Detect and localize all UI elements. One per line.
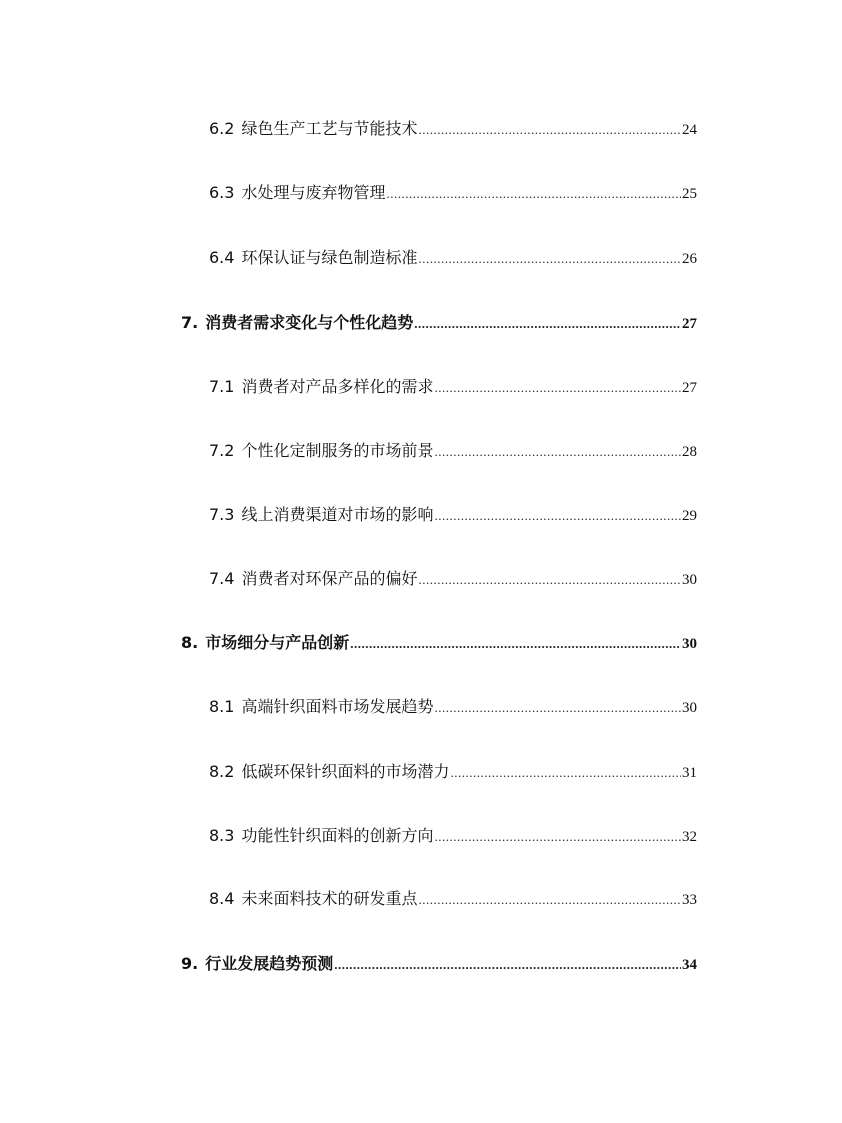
toc-entry-page: 24 (682, 122, 697, 138)
toc-entry-7[interactable] (181, 311, 697, 335)
dot-leader (434, 376, 681, 400)
toc-entry-title: 未来面料技术的研发重点 (241, 889, 418, 908)
toc-entry-page: 30 (682, 572, 697, 588)
dot-leader (434, 696, 681, 720)
dot-leader (434, 504, 681, 528)
toc-entry-number: 7. (181, 313, 199, 332)
dot-leader (418, 568, 681, 592)
dot-leader (418, 888, 681, 912)
toc-entry-title: 线上消费渠道对市场的影响 (241, 505, 434, 524)
toc-entry-page: 30 (682, 636, 697, 652)
toc-entry-number: 6.2 (209, 119, 235, 138)
toc-entry-title: 功能性针织面料的创新方向 (241, 826, 434, 845)
toc-entry-title: 消费者对产品多样化的需求 (241, 377, 434, 396)
toc-entry-title: 绿色生产工艺与节能技术 (241, 119, 418, 138)
toc-entry-title: 环保认证与绿色制造标准 (241, 248, 418, 267)
toc-entry-number: 7.2 (209, 441, 235, 460)
dot-leader (434, 825, 681, 849)
dot-leader (418, 118, 681, 142)
toc-entry-title: 低碳环保针织面料的市场潜力 (241, 762, 450, 781)
toc-entry-page: 31 (682, 765, 697, 781)
toc-entry-page: 27 (682, 316, 697, 332)
dot-leader (450, 761, 681, 785)
dot-leader (334, 953, 681, 977)
toc-entry-6-2[interactable] (209, 117, 697, 141)
toc-entry-7-4[interactable] (209, 567, 697, 591)
toc-entry-9[interactable] (181, 952, 697, 976)
dot-leader (386, 182, 681, 206)
toc-entry-title: 市场细分与产品创新 (205, 633, 350, 652)
toc-entry-page: 33 (682, 892, 697, 908)
toc-entry-page: 32 (682, 829, 697, 845)
toc-entry-page: 30 (682, 700, 697, 716)
toc-entry-8-3[interactable] (209, 824, 697, 848)
toc-entry-8-2[interactable] (209, 760, 697, 784)
toc-entry-6-4[interactable] (209, 246, 697, 270)
toc-entry-number: 7.3 (209, 505, 235, 524)
dot-leader (434, 440, 681, 464)
toc-entry-title: 消费者对环保产品的偏好 (241, 569, 418, 588)
toc-entry-title: 高端针织面料市场发展趋势 (241, 697, 434, 716)
toc-entry-title: 水处理与废弃物管理 (241, 183, 386, 202)
toc-entry-6-3[interactable] (209, 181, 697, 205)
toc-entry-number: 8.3 (209, 826, 235, 845)
toc-entry-8[interactable] (181, 631, 697, 655)
toc-entry-8-1[interactable] (209, 695, 697, 719)
toc-entry-page: 26 (682, 251, 697, 267)
toc-entry-title: 行业发展趋势预测 (205, 954, 334, 973)
toc-entry-number: 7.1 (209, 377, 235, 396)
toc-entry-number: 8. (181, 633, 199, 652)
toc-entry-title: 个性化定制服务的市场前景 (241, 441, 434, 460)
dot-leader (414, 312, 681, 336)
toc-entry-page: 28 (682, 444, 697, 460)
toc-entry-page: 27 (682, 380, 697, 396)
dot-leader (418, 247, 681, 271)
toc-entry-number: 8.1 (209, 697, 235, 716)
toc-entry-page: 29 (682, 508, 697, 524)
toc-entry-page: 25 (682, 186, 697, 202)
toc-entry-number: 7.4 (209, 569, 235, 588)
toc-entry-7-3[interactable] (209, 503, 697, 527)
toc-entry-number: 6.4 (209, 248, 235, 267)
toc-entry-7-1[interactable] (209, 375, 697, 399)
toc-entry-8-4[interactable] (209, 887, 697, 911)
toc-entry-page: 34 (682, 957, 697, 973)
toc-entry-7-2[interactable] (209, 439, 697, 463)
toc-entry-number: 6.3 (209, 183, 235, 202)
toc-entry-number: 8.2 (209, 762, 235, 781)
toc-entry-number: 9. (181, 954, 199, 973)
dot-leader (350, 632, 681, 656)
toc-entry-title: 消费者需求变化与个性化趋势 (205, 313, 414, 332)
toc-entry-number: 8.4 (209, 889, 235, 908)
